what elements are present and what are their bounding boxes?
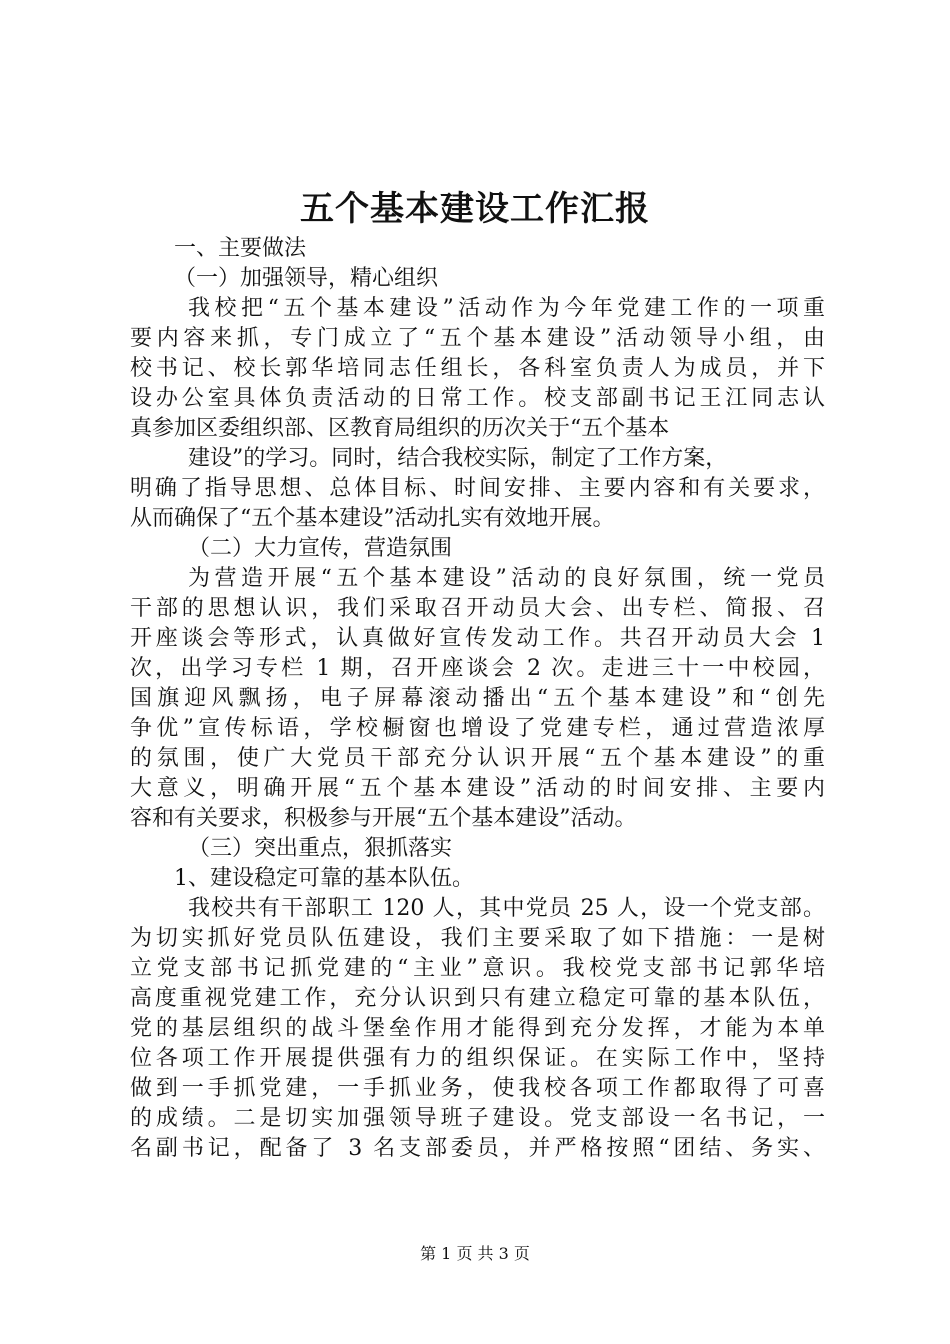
text-line: 次，出学习专栏 1 期，召开座谈会 2 次。走进三十一中校园， xyxy=(130,656,825,681)
text-line: 我校把“五个基本建设”活动作为今年党建工作的一项重 xyxy=(188,296,825,321)
document-title: 五个基本建设工作汇报 xyxy=(300,189,650,229)
subheading-1: （一）加强领导，精心组织 xyxy=(174,266,439,291)
text-line: 党的基层组织的战斗堡垒作用才能得到充分发挥，才能为本单 xyxy=(130,1016,825,1041)
text-line: 校书记、校长郭华培同志任组长，各科室负责人为成员，并下 xyxy=(130,356,825,381)
text-line: 明确了指导思想、总体目标、时间安排、主要内容和有关要求， xyxy=(130,476,825,501)
page-footer: 第 1 页 共 3 页 xyxy=(420,1244,530,1263)
text-line: 我校共有干部职工 120 人，其中党员 25 人，设一个党支部。 xyxy=(188,896,825,921)
text-line: 的氛围，使广大党员干部充分认识开展“五个基本建设”的重 xyxy=(130,746,825,771)
text-line: 开座谈会等形式，认真做好宣传发动工作。共召开动员大会 1 xyxy=(130,626,825,651)
text-line: 立党支部书记抓党建的“主业”意识。我校党支部书记郭华培 xyxy=(130,956,825,981)
subheading-3: （三）突出重点，狠抓落实 xyxy=(188,836,453,861)
text-line: 大意义，明确开展“五个基本建设”活动的时间安排、主要内 xyxy=(130,776,825,801)
subheading-2: （二）大力宣传，营造氛围 xyxy=(188,536,453,561)
text-line: 名副书记，配备了 3 名支部委员，并严格按照“团结、务实、 xyxy=(130,1136,825,1161)
text-line: 容和有关要求，积极参与开展“五个基本建设”活动。 xyxy=(130,806,637,831)
text-line: 争优”宣传标语，学校橱窗也增设了党建专栏，通过营造浓厚 xyxy=(130,716,825,741)
text-line: 真参加区委组织部、区教育局组织的历次关于“五个基本 xyxy=(130,416,670,441)
text-line: 从而确保了“五个基本建设”活动扎实有效地开展。 xyxy=(130,506,615,531)
text-line: 高度重视党建工作，充分认识到只有建立稳定可靠的基本队伍， xyxy=(130,986,825,1011)
heading-main-practices: 一、主要做法 xyxy=(174,236,307,261)
text-line: 的成绩。二是切实加强领导班子建设。党支部设一名书记，一 xyxy=(130,1106,825,1131)
text-line: 位各项工作开展提供强有力的组织保证。在实际工作中，坚持 xyxy=(130,1046,825,1071)
text-line: 要内容来抓，专门成立了“五个基本建设”活动领导小组，由 xyxy=(130,326,825,351)
text-line: 国旗迎风飘扬，电子屏幕滚动播出“五个基本建设”和“创先 xyxy=(130,686,825,711)
text-line: 干部的思想认识，我们采取召开动员大会、出专栏、简报、召 xyxy=(130,596,825,621)
text-line: 为切实抓好党员队伍建设，我们主要采取了如下措施：一是树 xyxy=(130,926,825,951)
text-line: 设办公室具体负责活动的日常工作。校支部副书记王江同志认 xyxy=(130,386,825,411)
text-line: 做到一手抓党建，一手抓业务，使我校各项工作都取得了可喜 xyxy=(130,1076,825,1101)
item-heading-1: 1、建设稳定可靠的基本队伍。 xyxy=(174,866,474,891)
text-line: 建设”的学习。同时，结合我校实际，制定了工作方案， xyxy=(188,446,728,471)
text-line: 为营造开展“五个基本建设”活动的良好氛围，统一党员 xyxy=(188,566,825,591)
